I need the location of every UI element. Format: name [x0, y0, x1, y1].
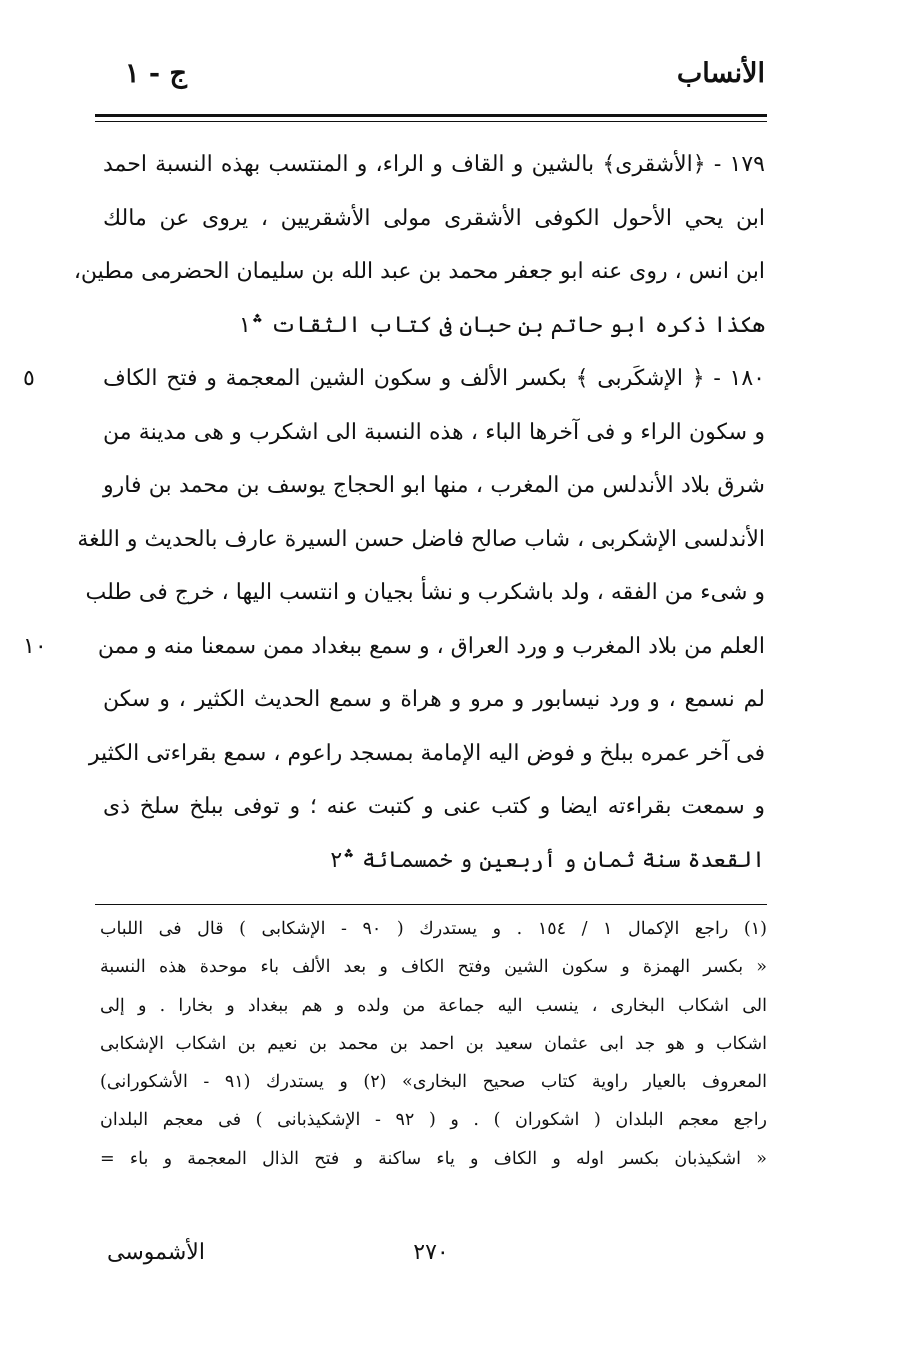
footnote-line: « اشكيذبان بكسر اوله و الكاف و ياء ساكنة و فتح الذال المعجمة و باء =: [100, 1148, 767, 1169]
footnote-line: « بكسر الهمزة و سكون الشين وفتح الكاف و بعد الألف باء موحدة هذه النسبة: [100, 957, 767, 978]
footnote-line: اشكاب و هو جد ابى عثمان سعيد بن احمد بن محمد بن نعيم بن اشكاب الإشكابى: [100, 1033, 767, 1054]
header-title: الأنساب: [676, 58, 765, 89]
margin-line-number: ٥: [23, 366, 35, 391]
text-line: و شىء من الفقه ، ولد باشكرب و نشأ بجيان و انتسب اليها ، خرج فى طلب: [85, 580, 765, 605]
main-text: [23, 138, 765, 887]
footnote-line: الى اشكاب البخارى ، ينسب اليه جماعة من ولده و هم ببغداد و بخارا . و إلى: [100, 995, 767, 1016]
footnote-line: راجع معجم البلدان ( اشكوران ) . و ( ٩٢ - الإشكيذبانى ) فى معجم البلدان: [100, 1110, 768, 1131]
text-line: ١٧٩ - ﴿الأشقرى﴾ بالشين و القاف و الراء، و المنتسب بهذه النسبة احمد: [103, 152, 765, 177]
text-line: فى آخر عمره ببلخ و فوض اليه الإمامة بمسجد راعوم ، سمع بقراءتى الكثير: [88, 740, 765, 766]
header-volume: ج - ١: [125, 58, 187, 89]
text-line: القعدة سنة ثمان و أربعين و خمسمائة ؞٢: [330, 847, 765, 873]
text-line: شرق بلاد الأندلس من المغرب ، منها ابو الحجاج يوسف بن محمد بن فارو: [103, 473, 765, 498]
footnote-line: المعروف بالعيار راوية كتاب صحيح البخارى» (٢) و يستدرك (٩١ - الأشكورانى): [100, 1072, 768, 1093]
text-line: و سمعت بقراءته ايضا و كتب عنى و كتبت عنه ؛ و توفى ببلخ سلخ ذى: [103, 794, 765, 819]
text-line-with-margin-number: [23, 620, 765, 674]
running-header: [95, 58, 765, 102]
text-line: العلم من بلاد المغرب و ورد العراق ، و سمع ببغداد ممن سمعنا منه و ممن: [97, 633, 765, 659]
text-line: هكذا ذكره ابو حاتم بن حبان فى كتاب الثقات ؞١: [239, 312, 765, 338]
footnote-line: (١) راجع الإكمال ١ / ١٥٤ . و يستدرك ( ٩٠ - الإشكابى ) قال فى اللباب: [100, 919, 767, 939]
catchword: الأشموسى: [107, 1240, 205, 1265]
header-rule-thin: [95, 121, 767, 122]
page-footer: [95, 1240, 767, 1276]
text-line: و سكون الراء و فى آخرها الباء ، هذه النسبة الى اشكرب و هى مدينة من: [103, 419, 765, 445]
text-line-with-margin-number: [23, 352, 765, 406]
page-number: ٢٧٠: [413, 1240, 449, 1265]
text-line: لم نسمع ، و ورد نيسابور و مرو و هراة و سمع الحديث الكثير ، و سكن: [103, 687, 765, 712]
margin-line-number: ١٠: [23, 633, 47, 659]
text-line: ابن انس ، روى عنه ابو جعفر محمد بن عبد الله بن سليمان الحضرمى مطين،: [73, 259, 765, 284]
text-line: الأندلسى الإشكربى ، شاب صالح فاضل حسن السيرة عارف بالحديث و اللغة: [77, 526, 765, 552]
text-line: ابن يحي الأحول الكوفى الأشقرى مولى الأشقريين ، يروى عن مالك: [103, 205, 765, 231]
header-rule-thick: [95, 114, 767, 117]
footnotes: [100, 910, 767, 1178]
text-line: ١٨٠ - ﴿ الإشكَربى ﴾ بكسر الألف و سكون الشين المعجمة و فتح الكاف: [103, 366, 765, 391]
footnote-rule: [95, 904, 767, 905]
